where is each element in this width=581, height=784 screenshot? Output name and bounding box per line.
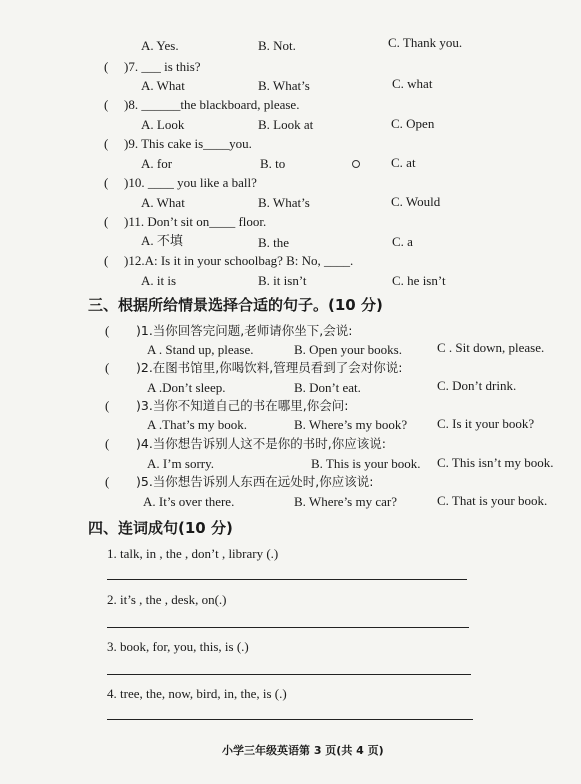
s3-q4-stem: )4.当你想告诉别人这不是你的书时,你应该说: — [136, 436, 386, 451]
s3-q2-stem: )2.在图书馆里,你喝饮料,管理员看到了会对你说: — [136, 360, 403, 375]
s3-q1-option-a: A . Stand up, please. — [147, 342, 254, 357]
q9-option-b: B. to — [260, 156, 286, 171]
s3-q3-option-c: C. Is it your book? — [437, 416, 535, 431]
q7-option-a: A. What — [141, 78, 185, 93]
s4-item-4: 4. tree, the, now, bird, in, the, is (.) — [107, 686, 287, 701]
q11-stem: )11. Don’t sit on____ floor. — [124, 214, 267, 229]
q12-answer-paren: ( — [104, 253, 109, 268]
q12-option-a: A. it is — [141, 273, 177, 288]
q8-answer-paren: ( — [104, 97, 109, 112]
q6-option-a: A. Yes. — [141, 38, 179, 53]
s3-q2-option-a: A .Don’t sleep. — [147, 380, 226, 395]
s3-q2-option-c: C. Don’t drink. — [437, 378, 517, 393]
q12-option-b: B. it isn’t — [258, 273, 307, 288]
q7-answer-paren: ( — [104, 59, 109, 74]
q10-option-c: C. Would — [391, 194, 441, 209]
stray-circle-mark — [352, 160, 360, 168]
q10-stem: )10. ____ you like a ball? — [124, 175, 257, 190]
s3-q2-paren: ( — [105, 360, 110, 375]
s3-q5-paren: ( — [105, 474, 110, 489]
q7-stem: )7. ___ is this? — [124, 59, 201, 74]
s3-q5-option-b: B. Where’s my car? — [294, 494, 397, 509]
s3-q5-option-a: A. It’s over there. — [143, 494, 235, 509]
s3-q4-option-c: C. This isn’t my book. — [437, 455, 554, 470]
q8-option-b: B. Look at — [258, 117, 314, 132]
q12-stem: )12.A: Is it in your schoolbag? B: No, ____. — [124, 253, 354, 268]
s3-q3-paren: ( — [105, 398, 110, 413]
s4-item-2: 2. it’s , the , desk, on(.) — [107, 592, 227, 607]
q6-option-c: C. Thank you. — [388, 35, 463, 50]
q10-option-a: A. What — [141, 195, 185, 210]
q6-option-b: B. Not. — [258, 38, 296, 53]
q11-option-c: C. a — [392, 234, 413, 249]
s3-q1-option-c: C . Sit down, please. — [437, 340, 545, 355]
q8-option-c: C. Open — [391, 116, 435, 131]
s3-q1-option-b: B. Open your books. — [294, 342, 402, 357]
s3-q4-paren: ( — [105, 436, 110, 451]
s3-q3-option-a: A .That’s my book. — [147, 417, 248, 432]
q12-option-c: C. he isn’t — [392, 273, 446, 288]
s3-q3-option-b: B. Where’s my book? — [294, 417, 408, 432]
s4-answer-line-1[interactable] — [107, 579, 467, 580]
s3-q3-stem: )3.当你不知道自己的书在哪里,你会问: — [136, 398, 349, 413]
s3-q5-stem: )5.当你想告诉别人东西在远处时,你应该说: — [136, 474, 374, 489]
q9-stem: )9. This cake is____you. — [124, 136, 252, 151]
section-3-heading: 三、根据所给情景选择合适的句子。(10 分) — [88, 296, 383, 314]
s3-q4-option-a: A. I’m sorry. — [147, 456, 215, 471]
page-footer: 小学三年级英语第 3 页(共 4 页) — [222, 744, 384, 757]
q11-option-b: B. the — [258, 235, 290, 250]
section-4-heading: 四、连词成句(10 分) — [88, 519, 233, 537]
q9-answer-paren: ( — [104, 136, 109, 151]
q8-stem: )8. ______the blackboard, please. — [124, 97, 300, 112]
s3-q1-paren: ( — [105, 323, 110, 338]
q8-option-a: A. Look — [141, 117, 185, 132]
s3-q1-stem: )1.当你回答完问题,老师请你坐下,会说: — [136, 323, 353, 338]
s3-q2-option-b: B. Don’t eat. — [294, 380, 361, 395]
q9-option-a: A. for — [141, 156, 173, 171]
s4-answer-line-2[interactable] — [107, 627, 469, 628]
s3-q4-option-b: B. This is your book. — [311, 456, 421, 471]
q10-option-b: B. What’s — [258, 195, 310, 210]
s4-answer-line-4[interactable] — [107, 719, 473, 720]
s4-answer-line-3[interactable] — [107, 674, 471, 675]
s4-item-3: 3. book, for, you, this, is (.) — [107, 639, 249, 654]
s4-item-1: 1. talk, in , the , don’t , library (.) — [107, 546, 279, 561]
s3-q5-option-c: C. That is your book. — [437, 493, 548, 508]
q11-option-a: A. 不填 — [141, 233, 183, 248]
q9-option-c: C. at — [391, 155, 416, 170]
q10-answer-paren: ( — [104, 175, 109, 190]
q11-answer-paren: ( — [104, 214, 109, 229]
q7-option-b: B. What’s — [258, 78, 310, 93]
q7-option-c: C. what — [392, 76, 433, 91]
